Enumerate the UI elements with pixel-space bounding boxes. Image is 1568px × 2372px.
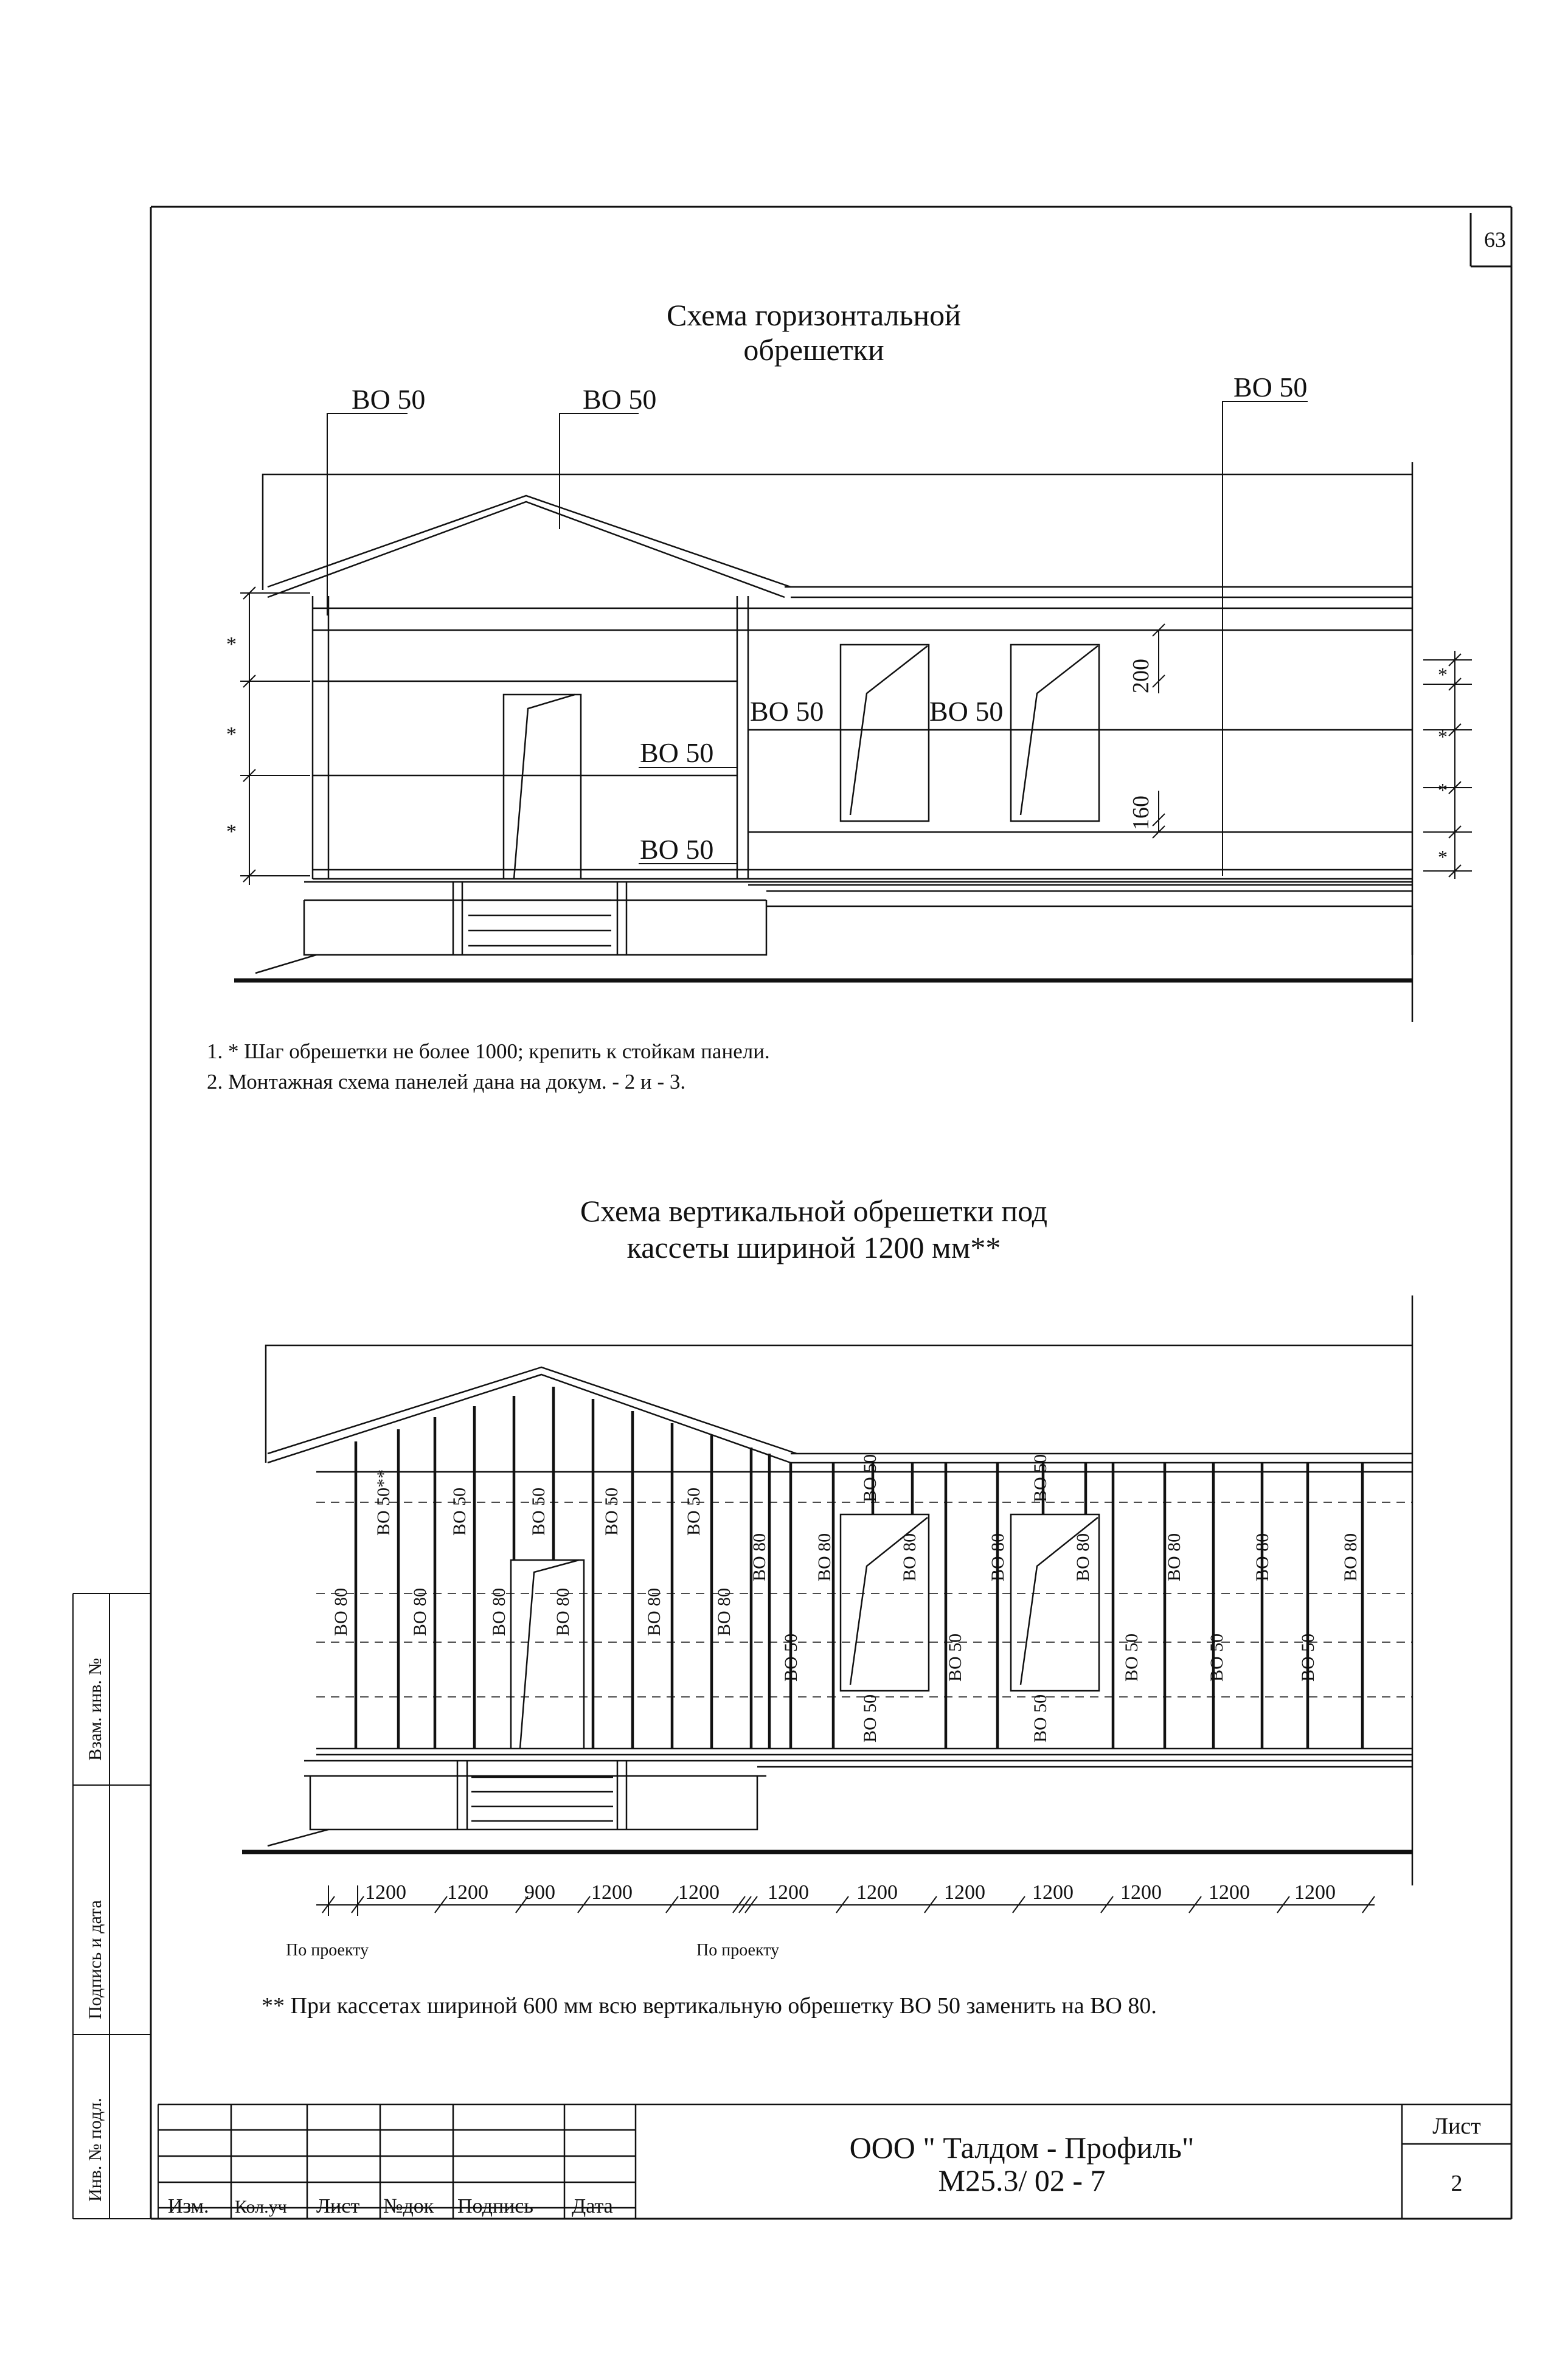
star-left-1: * — [226, 633, 237, 656]
label-bo50-b: ВО 50 — [640, 834, 714, 865]
bottom-title-line2: кассеты шириной 1200 мм** — [626, 1230, 1001, 1264]
batten-label-bo50: ВО 50 — [1122, 1633, 1142, 1682]
label-bo50-d: ВО 50 — [929, 696, 1004, 727]
batten-label-bo50: ВО 50 — [1298, 1633, 1318, 1682]
col-ndoc: №док — [383, 2195, 434, 2218]
batten-label-bo50: ВО 50 — [781, 1633, 801, 1682]
batten-label-bo50: ВО 50 — [1030, 1454, 1050, 1502]
company-name: ООО " Талдом - Профиль" — [849, 2131, 1195, 2165]
batten-label-bo50: ВО 50 — [529, 1487, 549, 1536]
batten-label-bo80: ВО 80 — [1252, 1533, 1272, 1581]
batten-label-bo80: ВО 80 — [553, 1587, 573, 1636]
label-bo50-c: ВО 50 — [750, 696, 824, 727]
top-title-line1: Схема горизонтальной — [667, 298, 961, 332]
bottom-title-line1: Схема вертикальной обрешетки под — [580, 1194, 1048, 1228]
batten-label-bo80: ВО 80 — [331, 1587, 351, 1636]
dim-label: 1200 — [944, 1881, 985, 1904]
dim-label: 1200 — [768, 1881, 809, 1904]
dim-label: 1200 — [1120, 1881, 1162, 1904]
label-bo50-a: ВО 50 — [640, 737, 714, 768]
batten-label-bo80: ВО 80 — [1341, 1533, 1361, 1581]
dim-label: 1200 — [1032, 1881, 1074, 1904]
note-2: 2. Монтажная схема панелей дана на докум. - 2 и - 3. — [207, 1070, 686, 1094]
star-left-3: * — [226, 820, 237, 843]
dim-160: 160 — [1128, 796, 1154, 830]
batten-label-bo50: ВО 50 — [449, 1487, 470, 1536]
dim-label: 1200 — [1294, 1881, 1336, 1904]
batten-label-bo50: ВО 50 — [1030, 1694, 1050, 1743]
dim-label: 1200 — [365, 1881, 406, 1904]
callout-bo50-3: ВО 50 — [1233, 372, 1308, 403]
dim-200: 200 — [1128, 659, 1154, 693]
batten-labels — [331, 1454, 1361, 1743]
footnote: ** При кассетах шириной 600 мм всю вертикальную обрешетку ВО 50 заменить на ВО 80. — [262, 1993, 1157, 2019]
dim-label: 1200 — [1209, 1881, 1250, 1904]
sheet-corner-number: 63 — [1484, 227, 1506, 252]
batten-label-bo50: ВО 50 — [1207, 1633, 1227, 1682]
bottom-diagram — [242, 1194, 1412, 2019]
star-right-2: * — [1438, 726, 1448, 747]
top-diagram — [226, 298, 1472, 1022]
dim-label: 1200 — [678, 1881, 720, 1904]
dim-label: 900 — [524, 1881, 555, 1904]
col-signature: Подпись — [457, 2195, 533, 2218]
per-project-left: По проекту — [286, 1941, 369, 1960]
callout-bo50-2: ВО 50 — [583, 384, 657, 415]
stamp-inv-orig: Инв. № подл. — [85, 2098, 105, 2202]
sheet-number: 2 — [1451, 2171, 1463, 2196]
batten-label-bo80: ВО 80 — [814, 1533, 834, 1581]
batten-label-bo80: ВО 80 — [714, 1587, 734, 1636]
dimension-labels — [365, 1881, 1336, 1904]
per-project-right: По проекту — [696, 1941, 780, 1960]
dim-label: 1200 — [856, 1881, 898, 1904]
batten-label-bo80: ВО 80 — [644, 1587, 664, 1636]
batten-label-bo80: ВО 80 — [489, 1587, 509, 1636]
title-block — [158, 2104, 1511, 2219]
batten-label-bo50-star: ВО 50** — [373, 1469, 394, 1536]
col-kolvo: Кол.уч — [235, 2197, 287, 2217]
stamp-sign-date: Подпись и дата — [85, 1900, 105, 2019]
batten-label-bo80: ВО 80 — [988, 1533, 1008, 1581]
doc-code: М25.3/ 02 - 7 — [938, 2163, 1106, 2197]
stamp-replace-inv: Взам. инв. № — [85, 1657, 105, 1761]
callout-bo50-1: ВО 50 — [352, 384, 426, 415]
batten-label-bo50: ВО 50 — [602, 1487, 622, 1536]
col-izm: Изм. — [168, 2195, 209, 2218]
star-left-2: * — [226, 723, 237, 746]
batten-label-bo80: ВО 80 — [1164, 1533, 1184, 1581]
star-right-3: * — [1438, 779, 1448, 801]
dim-label: 1200 — [447, 1881, 488, 1904]
col-date: Дата — [572, 2195, 613, 2218]
note-1: 1. * Шаг обрешетки не более 1000; крепить к стойкам панели. — [207, 1039, 770, 1063]
batten-label-bo50: ВО 50 — [860, 1694, 880, 1743]
star-right-4: * — [1438, 846, 1448, 868]
vertical-battens — [356, 1387, 1362, 1749]
batten-label-bo80: ВО 80 — [1073, 1533, 1093, 1581]
top-title-line2: обрешетки — [743, 333, 884, 367]
batten-label-bo80: ВО 80 — [749, 1533, 769, 1581]
batten-label-bo80: ВО 80 — [900, 1533, 920, 1581]
batten-label-bo50: ВО 50 — [945, 1633, 965, 1682]
dim-label: 1200 — [591, 1881, 633, 1904]
batten-label-bo50: ВО 50 — [684, 1487, 704, 1536]
sheet-label: Лист — [1432, 2114, 1481, 2139]
col-list: Лист — [316, 2195, 360, 2218]
title-block-columns — [168, 2195, 613, 2218]
star-right-1: * — [1438, 664, 1448, 685]
batten-label-bo80: ВО 80 — [410, 1587, 430, 1636]
batten-label-bo50: ВО 50 — [860, 1454, 880, 1502]
